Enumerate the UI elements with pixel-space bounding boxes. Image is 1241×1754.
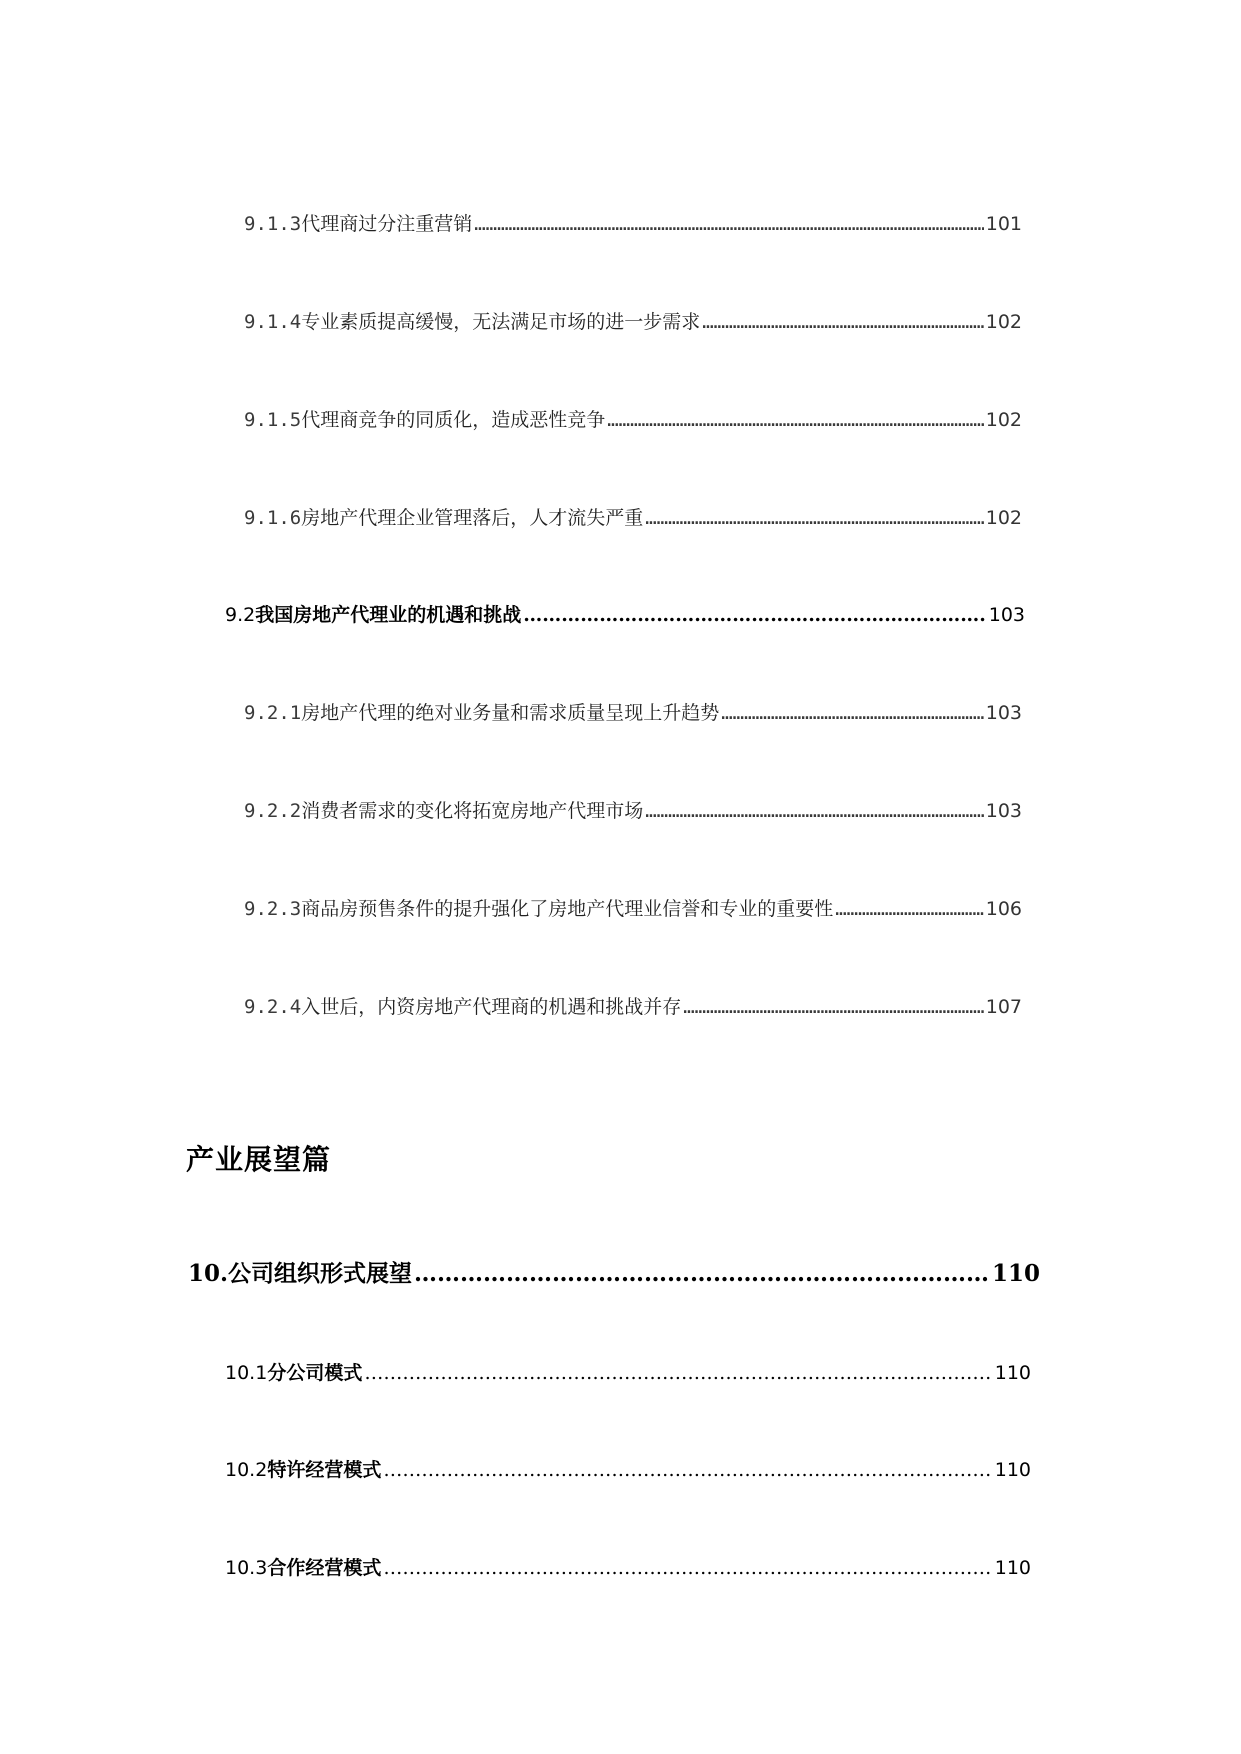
toc-entry-10[interactable] bbox=[188, 1255, 1040, 1288]
toc-entry-page: 102 bbox=[985, 311, 1022, 333]
toc-dot-leader bbox=[383, 1557, 992, 1579]
toc-entry-number: 10.2 bbox=[225, 1459, 268, 1481]
toc-entry-number: 9.1.3 bbox=[244, 213, 302, 235]
toc-entry-number: 9.2.2 bbox=[244, 800, 302, 822]
toc-entry-title: 公司组织形式展望 bbox=[228, 1260, 413, 1287]
toc-entry-number: 10.1 bbox=[225, 1362, 268, 1384]
toc-entry-10-3[interactable] bbox=[225, 1553, 1031, 1580]
toc-dot-leader bbox=[721, 702, 984, 724]
toc-entry-number: 9.1.5 bbox=[244, 409, 302, 431]
toc-dot-leader bbox=[607, 409, 984, 431]
toc-dot-leader bbox=[683, 996, 984, 1018]
toc-dot-leader bbox=[414, 1260, 990, 1287]
toc-entry-title: 入世后，内资房地产代理商的机遇和挑战并存 bbox=[301, 996, 682, 1018]
toc-entry-title: 房地产代理的绝对业务量和需求质量呈现上升趋势 bbox=[301, 702, 720, 724]
toc-entry-9-2-1[interactable] bbox=[244, 698, 1022, 725]
toc-entry-number: 9.1.4 bbox=[244, 311, 302, 333]
toc-entry-9-2-3[interactable] bbox=[244, 894, 1022, 921]
toc-dot-leader bbox=[474, 213, 984, 235]
toc-entry-number: 9.2 bbox=[225, 604, 256, 626]
toc-entry-9-2-2[interactable] bbox=[244, 796, 1022, 823]
toc-entry-page: 103 bbox=[985, 800, 1022, 822]
toc-entry-title: 房地产代理企业管理落后，人才流失严重 bbox=[301, 507, 644, 529]
toc-entry-number: 9.1.6 bbox=[244, 507, 302, 529]
toc-entry-title: 专业素质提高缓慢，无法满足市场的进一步需求 bbox=[301, 311, 701, 333]
toc-entry-number: 10. bbox=[188, 1260, 229, 1287]
toc-dot-leader bbox=[702, 311, 984, 333]
toc-entry-page: 103 bbox=[988, 604, 1025, 626]
toc-entry-title: 特许经营模式 bbox=[267, 1459, 382, 1481]
toc-entry-9-2[interactable] bbox=[225, 600, 1025, 627]
toc-entry-page: 110 bbox=[991, 1260, 1040, 1287]
toc-entry-page: 110 bbox=[994, 1362, 1031, 1384]
toc-entry-page: 110 bbox=[994, 1459, 1031, 1481]
toc-dot-leader bbox=[523, 604, 987, 626]
toc-entry-page: 102 bbox=[985, 409, 1022, 431]
toc-entry-page: 101 bbox=[985, 213, 1022, 235]
toc-dot-leader bbox=[364, 1362, 992, 1384]
toc-entry-9-1-5[interactable] bbox=[244, 405, 1022, 432]
toc-entry-10-2[interactable] bbox=[225, 1455, 1031, 1482]
toc-dot-leader bbox=[835, 898, 984, 920]
toc-entry-page: 106 bbox=[985, 898, 1022, 920]
toc-entry-title: 代理商过分注重营销 bbox=[301, 213, 473, 235]
toc-entry-title: 消费者需求的变化将拓宽房地产代理市场 bbox=[301, 800, 644, 822]
toc-entry-page: 102 bbox=[985, 507, 1022, 529]
toc-dot-leader bbox=[645, 800, 984, 822]
toc-entry-title: 商品房预售条件的提升强化了房地产代理业信誉和专业的重要性 bbox=[301, 898, 834, 920]
toc-dot-leader bbox=[383, 1459, 992, 1481]
toc-entry-number: 9.2.4 bbox=[244, 996, 302, 1018]
toc-entry-number: 9.2.3 bbox=[244, 898, 302, 920]
toc-entry-page: 107 bbox=[985, 996, 1022, 1018]
part-title: 产业展望篇 bbox=[186, 1143, 332, 1176]
toc-dot-leader bbox=[645, 507, 984, 529]
toc-entry-title: 我国房地产代理业的机遇和挑战 bbox=[255, 604, 522, 626]
toc-entry-9-1-3[interactable] bbox=[244, 209, 1022, 236]
toc-entry-number: 10.3 bbox=[225, 1557, 268, 1579]
toc-entry-title: 合作经营模式 bbox=[267, 1557, 382, 1579]
toc-entry-title: 分公司模式 bbox=[267, 1362, 363, 1384]
toc-entry-page: 110 bbox=[994, 1557, 1031, 1579]
toc-entry-9-2-4[interactable] bbox=[244, 992, 1022, 1019]
toc-entry-title: 代理商竞争的同质化，造成恶性竞争 bbox=[301, 409, 606, 431]
toc-entry-10-1[interactable] bbox=[225, 1358, 1031, 1385]
toc-entry-page: 103 bbox=[985, 702, 1022, 724]
toc-entry-number: 9.2.1 bbox=[244, 702, 302, 724]
toc-entry-9-1-4[interactable] bbox=[244, 307, 1022, 334]
toc-entry-9-1-6[interactable] bbox=[244, 503, 1022, 530]
